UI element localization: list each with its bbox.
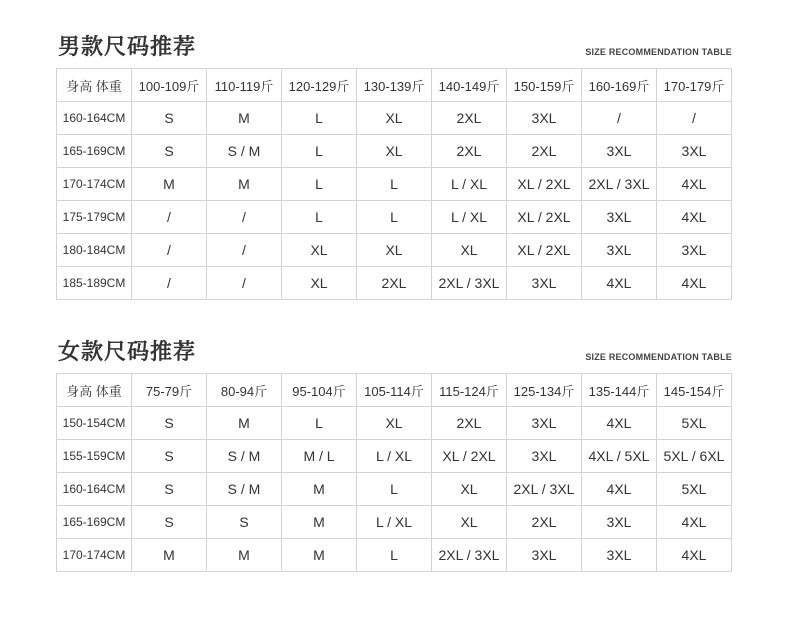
size-cell: M [207, 407, 282, 440]
size-cell: XL [357, 407, 432, 440]
table-row [57, 168, 732, 201]
size-cell: 3XL [582, 506, 657, 539]
weight-range-header: 105-114斤 [357, 374, 432, 407]
weight-range-header: 145-154斤 [657, 374, 732, 407]
size-cell: 2XL / 3XL [507, 473, 582, 506]
size-cell: 2XL [432, 102, 507, 135]
height-range-cell: 180-184CM [57, 234, 132, 267]
height-range-cell: 175-179CM [57, 201, 132, 234]
height-range-cell: 185-189CM [57, 267, 132, 300]
women-size-table [56, 373, 732, 572]
height-range-cell: 150-154CM [57, 407, 132, 440]
table-row [57, 102, 732, 135]
size-cell: 4XL [582, 473, 657, 506]
size-cell: 3XL [507, 407, 582, 440]
size-cell: 3XL [657, 234, 732, 267]
table-row [57, 407, 732, 440]
table-row [57, 135, 732, 168]
height-range-cell: 160-164CM [57, 473, 132, 506]
weight-range-header: 75-79斤 [132, 374, 207, 407]
size-cell: / [132, 234, 207, 267]
size-cell: M [132, 168, 207, 201]
table-row [57, 201, 732, 234]
size-cell: XL / 2XL [507, 234, 582, 267]
height-weight-header: 身高 体重 [57, 374, 132, 407]
height-range-cell: 165-169CM [57, 506, 132, 539]
weight-range-header: 135-144斤 [582, 374, 657, 407]
size-cell: 2XL [507, 135, 582, 168]
size-cell: XL / 2XL [432, 440, 507, 473]
height-range-cell: 170-174CM [57, 168, 132, 201]
size-cell: 4XL [582, 267, 657, 300]
size-cell: L [282, 407, 357, 440]
size-cell: L [357, 168, 432, 201]
table-row [57, 440, 732, 473]
height-range-cell: 170-174CM [57, 539, 132, 572]
size-cell: L [282, 135, 357, 168]
table-row [57, 539, 732, 572]
size-cell: 3XL [507, 102, 582, 135]
size-cell: S / M [207, 473, 282, 506]
size-cell: 4XL [657, 267, 732, 300]
size-cell: XL [357, 234, 432, 267]
size-cell: 2XL [357, 267, 432, 300]
size-cell: S [132, 473, 207, 506]
size-cell: S [132, 102, 207, 135]
size-cell: 2XL / 3XL [432, 267, 507, 300]
men-section-title: 男款尺码推荐 [58, 35, 197, 60]
header-row [57, 69, 732, 102]
size-cell: 3XL [582, 539, 657, 572]
size-cell: M [282, 506, 357, 539]
size-cell: XL [432, 506, 507, 539]
size-cell: / [657, 102, 732, 135]
size-cell: XL [282, 267, 357, 300]
size-cell: L / XL [432, 201, 507, 234]
size-cell: / [207, 267, 282, 300]
size-cell: M [207, 539, 282, 572]
weight-range-header: 120-129斤 [282, 69, 357, 102]
table-row [57, 473, 732, 506]
size-cell: XL [357, 102, 432, 135]
women-title-row [56, 335, 732, 373]
size-cell: M [282, 473, 357, 506]
size-cell: M [282, 539, 357, 572]
size-cell: L [357, 539, 432, 572]
size-cell: XL [432, 234, 507, 267]
size-cell: L [282, 201, 357, 234]
table-row [57, 267, 732, 300]
size-cell: 4XL / 5XL [582, 440, 657, 473]
size-cell: 4XL [657, 201, 732, 234]
size-cell: L [357, 473, 432, 506]
height-range-cell: 155-159CM [57, 440, 132, 473]
women-section-subtitle: SIZE RECOMMENDATION TABLE [585, 352, 732, 362]
size-cell: L / XL [432, 168, 507, 201]
size-cell: 2XL [432, 407, 507, 440]
weight-range-header: 150-159斤 [507, 69, 582, 102]
weight-range-header: 110-119斤 [207, 69, 282, 102]
size-cell: 3XL [507, 440, 582, 473]
weight-range-header: 115-124斤 [432, 374, 507, 407]
weight-range-header: 100-109斤 [132, 69, 207, 102]
weight-range-header: 140-149斤 [432, 69, 507, 102]
height-range-cell: 160-164CM [57, 102, 132, 135]
size-cell: S [132, 506, 207, 539]
men-size-table [56, 68, 732, 300]
header-row [57, 374, 732, 407]
size-cell: S [132, 407, 207, 440]
size-cell: / [207, 201, 282, 234]
size-cell: L / XL [357, 506, 432, 539]
men-section-subtitle: SIZE RECOMMENDATION TABLE [585, 47, 732, 57]
size-cell: XL [357, 135, 432, 168]
size-cell: 2XL [507, 506, 582, 539]
size-cell: 2XL / 3XL [582, 168, 657, 201]
size-cell: / [207, 234, 282, 267]
size-cell: L / XL [357, 440, 432, 473]
weight-range-header: 95-104斤 [282, 374, 357, 407]
size-cell: 3XL [507, 267, 582, 300]
size-cell: 5XL / 6XL [657, 440, 732, 473]
size-cell: S / M [207, 135, 282, 168]
size-cell: M / L [282, 440, 357, 473]
height-weight-header: 身高 体重 [57, 69, 132, 102]
table-row [57, 506, 732, 539]
size-cell: L [357, 201, 432, 234]
size-cell: 4XL [657, 506, 732, 539]
size-cell: 4XL [582, 407, 657, 440]
weight-range-header: 170-179斤 [657, 69, 732, 102]
men-title-row [56, 30, 732, 68]
women-section-title: 女款尺码推荐 [58, 340, 197, 365]
men-size-section [56, 30, 732, 300]
size-cell: S [132, 135, 207, 168]
size-cell: S / M [207, 440, 282, 473]
size-cell: L [282, 102, 357, 135]
size-cell: 4XL [657, 168, 732, 201]
size-cell: / [132, 267, 207, 300]
size-cell: M [207, 168, 282, 201]
height-range-cell: 165-169CM [57, 135, 132, 168]
size-cell: S [132, 440, 207, 473]
size-cell: XL [282, 234, 357, 267]
size-cell: 2XL [432, 135, 507, 168]
size-cell: 3XL [582, 135, 657, 168]
size-cell: 3XL [582, 201, 657, 234]
size-cell: 4XL [657, 539, 732, 572]
size-cell: 3XL [507, 539, 582, 572]
weight-range-header: 125-134斤 [507, 374, 582, 407]
size-cell: S [207, 506, 282, 539]
size-cell: 3XL [657, 135, 732, 168]
size-cell: / [582, 102, 657, 135]
weight-range-header: 80-94斤 [207, 374, 282, 407]
size-cell: M [207, 102, 282, 135]
size-cell: 2XL / 3XL [432, 539, 507, 572]
table-row [57, 234, 732, 267]
size-cell: 5XL [657, 407, 732, 440]
women-size-section [56, 335, 732, 572]
weight-range-header: 130-139斤 [357, 69, 432, 102]
size-cell: 3XL [582, 234, 657, 267]
size-cell: XL / 2XL [507, 201, 582, 234]
size-cell: L [282, 168, 357, 201]
weight-range-header: 160-169斤 [582, 69, 657, 102]
size-cell: M [132, 539, 207, 572]
size-cell: / [132, 201, 207, 234]
size-cell: XL [432, 473, 507, 506]
size-cell: 5XL [657, 473, 732, 506]
size-cell: XL / 2XL [507, 168, 582, 201]
